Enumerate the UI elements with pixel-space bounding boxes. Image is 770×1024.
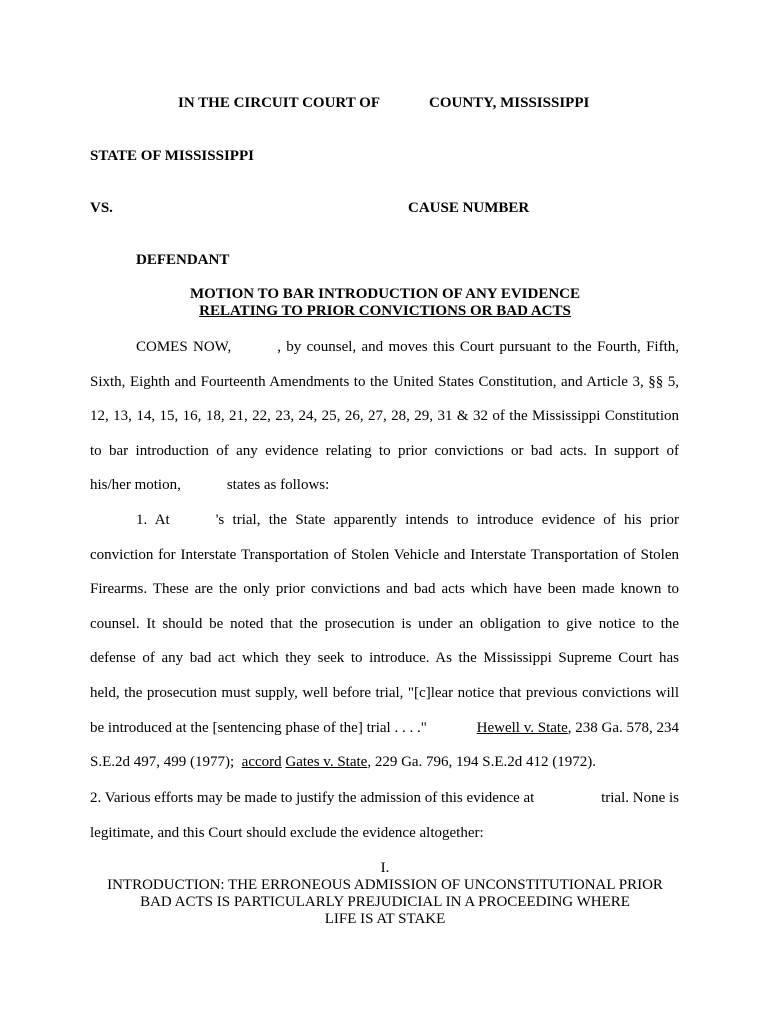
court-name-left: IN THE CIRCUIT COURT OF bbox=[178, 95, 381, 111]
para1-line-5: defense of any bad act which they seek to introduce. As the Mississippi Supreme Court has bbox=[90, 650, 679, 667]
court-county-right: COUNTY, MISSISSIPPI bbox=[429, 95, 590, 111]
para1-line-6: held, the prosecution must supply, well before trial, "[c]lear notice that previous convictions will bbox=[90, 684, 679, 701]
section-numeral: I. bbox=[380, 860, 390, 876]
para1-line-1: 1. At 's trial, the State apparently intends to introduce evidence of his prior bbox=[136, 512, 679, 528]
defendant-label: DEFENDANT bbox=[136, 252, 230, 268]
intro-line-3: 12, 13, 14, 15, 16, 18, 21, 22, 23, 24, 25, 26, 27, 28, 29, 31 & 32 of the Mississippi Constitution bbox=[90, 408, 679, 425]
paragraph-1 bbox=[90, 503, 679, 780]
section-heading-line3: LIFE IS AT STAKE bbox=[324, 911, 446, 927]
section-heading-line1: INTRODUCTION: THE ERRONEOUS ADMISSION OF UNCONSTITUTIONAL PRIOR bbox=[107, 877, 663, 893]
intro-line-2: Sixth, Eighth and Fourteenth Amendments to the United States Constitution, and Article 3, §§ 5, bbox=[90, 373, 679, 390]
para2-line-2: legitimate, and this Court should exclude the evidence altogether: bbox=[90, 824, 484, 841]
para1-line-4: counsel. It should be noted that the prosecution is under an obligation to give notice to the bbox=[90, 615, 679, 632]
cause-number-label: CAUSE NUMBER bbox=[408, 200, 530, 216]
para1-line-3: Firearms. These are the only prior convictions and bad acts which have been made known to bbox=[90, 581, 679, 598]
motion-title-line1: MOTION TO BAR INTRODUCTION OF ANY EVIDENCE bbox=[189, 286, 581, 302]
versus-label: VS. bbox=[90, 200, 113, 216]
plaintiff-name: STATE OF MISSISSIPPI bbox=[90, 148, 254, 164]
para1-line-2: conviction for Interstate Transportation of Stolen Vehicle and Interstate Transportation of Stolen bbox=[90, 546, 679, 563]
intro-line-1: COMES NOW, , by counsel, and moves this Court pursuant to the Fourth, Fifth, bbox=[136, 339, 679, 355]
case-citation-hewell: Hewell v. State bbox=[476, 719, 568, 736]
paragraph-2 bbox=[90, 781, 679, 850]
intro-line-5: his/her motion, states as follows: bbox=[90, 477, 330, 494]
intro-line-4: to bar introduction of any evidence relating to prior convictions or bad acts. In support of bbox=[90, 442, 679, 459]
para1-line-8: S.E.2d 497, 499 (1977); accord Gates v. State, 229 Ga. 796, 194 S.E.2d 412 (1972). bbox=[90, 754, 597, 771]
para2-line-1: 2. Various efforts may be made to justify the admission of this evidence at trial. None is bbox=[90, 790, 679, 806]
motion-title-line2: RELATING TO PRIOR CONVICTIONS OR BAD ACTS bbox=[199, 303, 571, 319]
signal-accord: accord bbox=[241, 754, 282, 771]
para1-line-7: be introduced at the [sentencing phase of the] trial . . . ." Hewell v. State, 238 Ga. 578, 234 bbox=[90, 719, 679, 736]
intro-paragraph bbox=[90, 330, 679, 503]
case-citation-gates: Gates v. State bbox=[285, 754, 368, 771]
section-heading-line2: BAD ACTS IS PARTICULARLY PREJUDICIAL IN A PROCEEDING WHERE bbox=[140, 894, 630, 910]
